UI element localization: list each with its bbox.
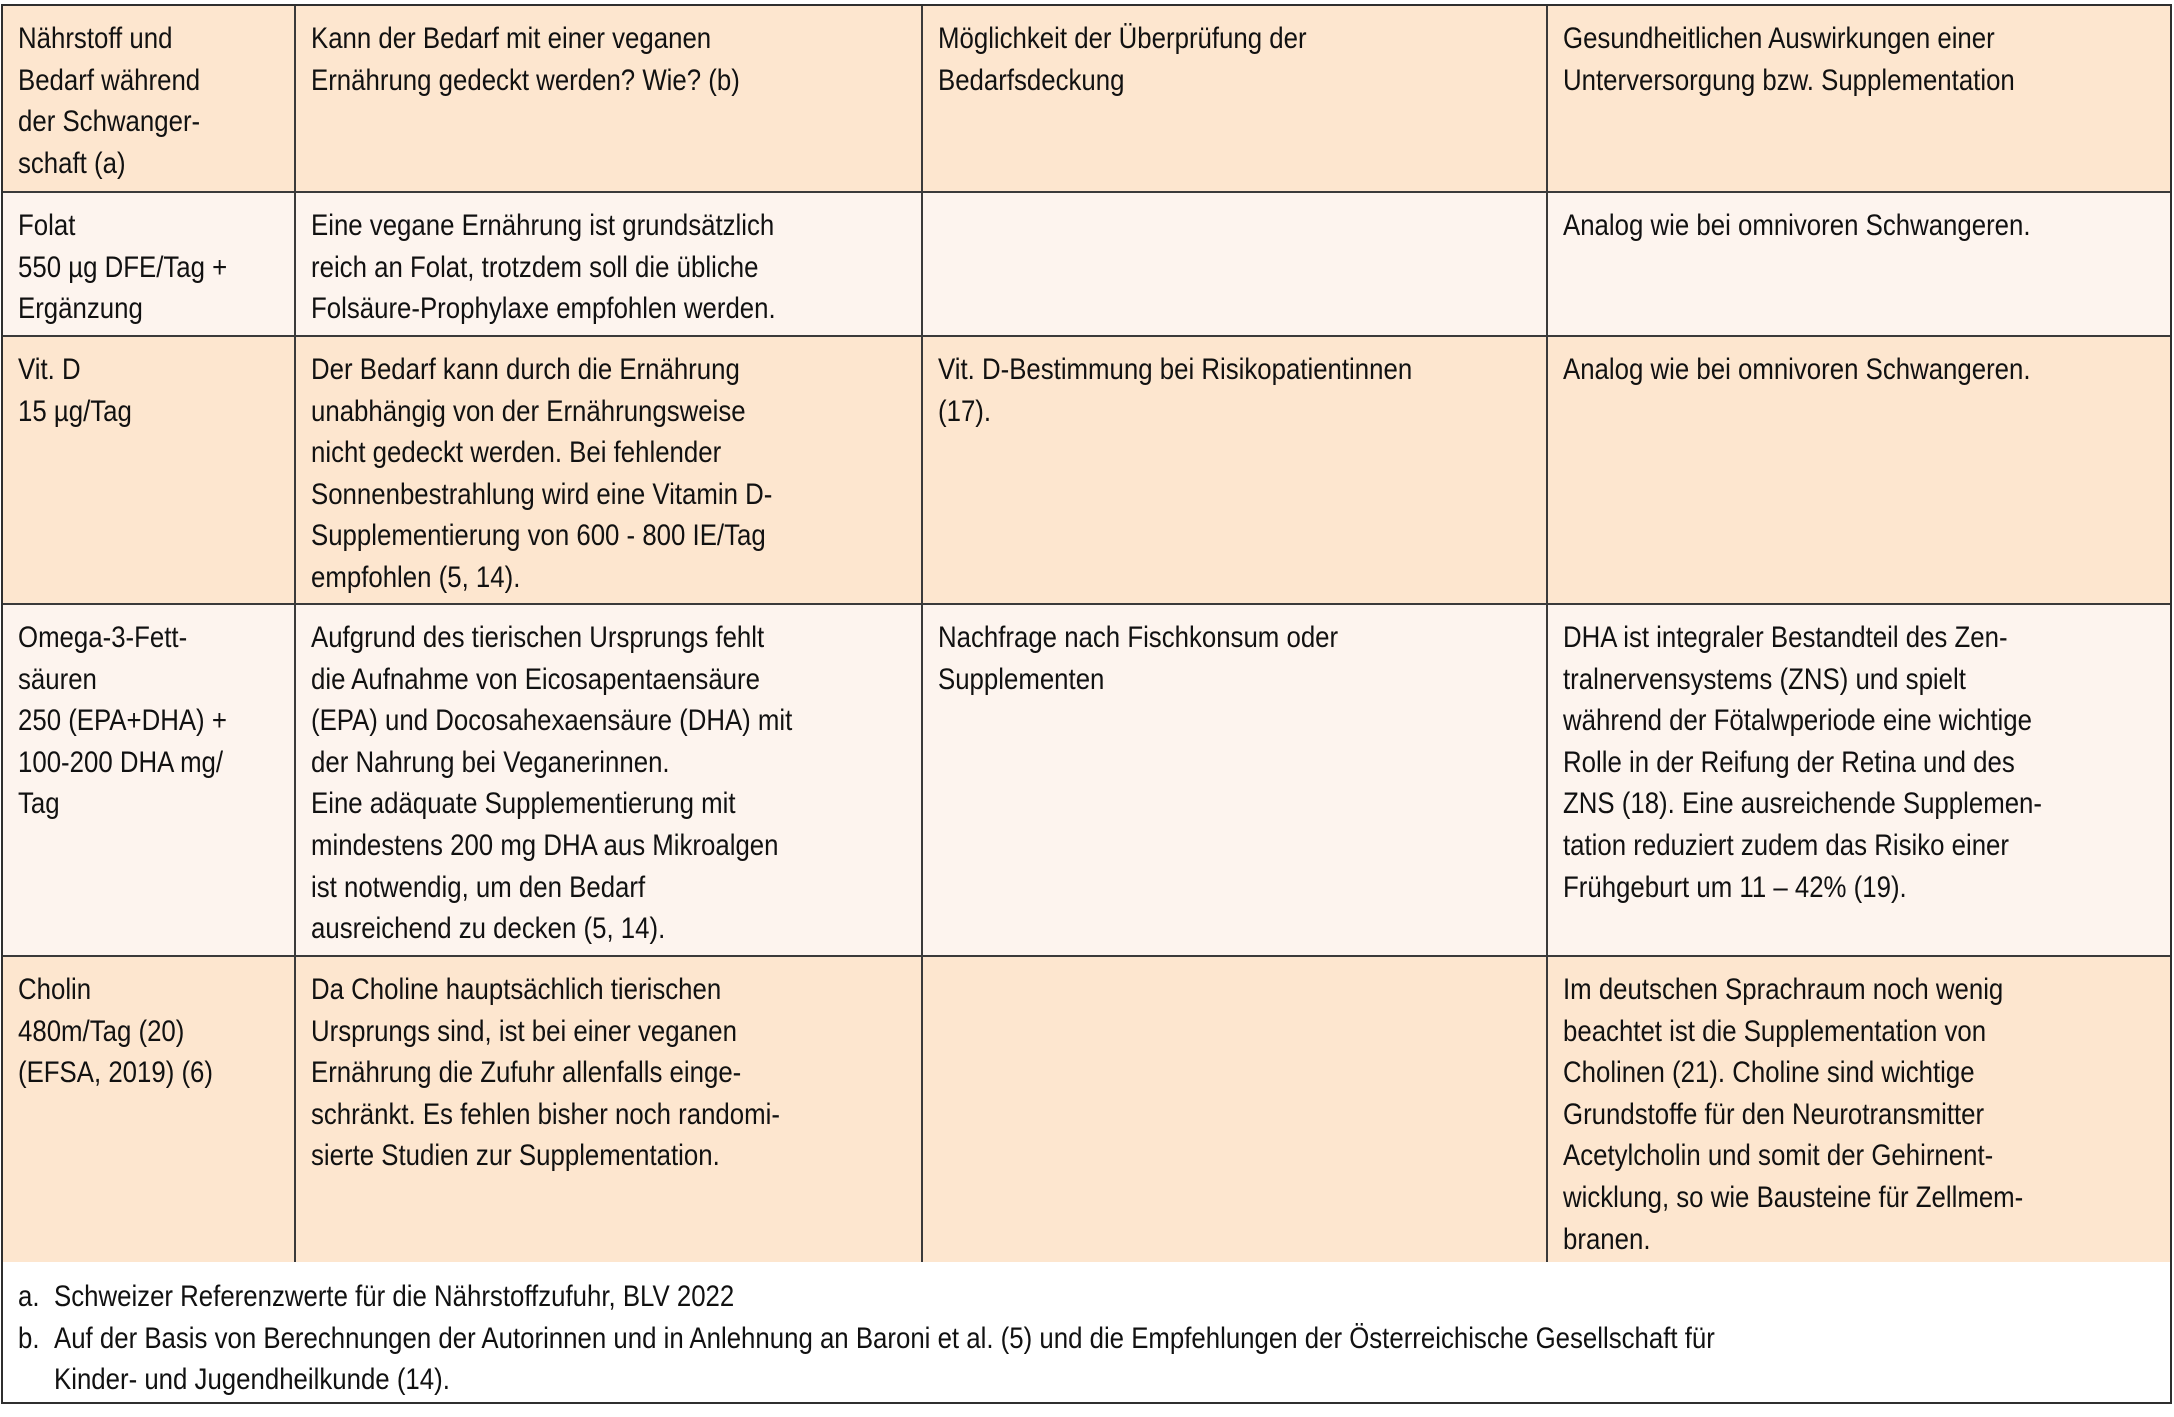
cell-text: nicht gedeckt werden. Bei fehlender	[311, 436, 722, 470]
cell-text: ausreichend zu decken (5, 14).	[311, 912, 666, 946]
cell-text: Ursprungs sind, ist bei einer veganen	[311, 1014, 737, 1048]
cell-health-effects	[1548, 337, 2170, 603]
cell-text: Tag	[18, 787, 60, 821]
footnote-a	[18, 1276, 2170, 1318]
cell-verification	[923, 193, 1548, 335]
cell-text: Analog wie bei omnivoren Schwangeren.	[1563, 353, 2031, 386]
header-cell-vegan-coverage	[296, 6, 923, 191]
footnote-text: Kinder- und Jugendheilkunde (14).	[54, 1363, 450, 1397]
table-row-cholin	[3, 957, 2170, 1264]
header-text: Unterversorgung bzw. Supplementation	[1563, 63, 2015, 97]
cell-text: Ernährung die Zufuhr allenfalls einge-	[311, 1056, 742, 1090]
cell-text: die Aufnahme von Eicosapentaensäure	[311, 662, 760, 696]
cell-text: 550 µg DFE/Tag +	[18, 250, 228, 284]
cell-verification	[923, 337, 1548, 603]
header-text: schaft (a)	[18, 146, 126, 180]
footnote-text: Schweizer Referenzwerte für die Nährstoffzufuhr, BLV 2022	[54, 1280, 735, 1313]
header-cell-health-effects	[1548, 6, 2170, 191]
table-header-row	[3, 6, 2170, 193]
footnote-marker: b.	[18, 1321, 40, 1355]
table-row-omega-3	[3, 605, 2170, 957]
cell-text: Folsäure-Prophylaxe empfohlen werden.	[311, 292, 776, 326]
cell-text: Im deutschen Sprachraum noch wenig	[1563, 973, 2004, 1006]
cell-nutrient	[3, 337, 296, 603]
footnote-marker: a.	[18, 1280, 40, 1313]
cell-text: der Nahrung bei Veganerinnen.	[311, 745, 670, 779]
footnote-b-continued	[18, 1359, 2170, 1401]
cell-text: Supplementen	[938, 662, 1105, 696]
cell-text: Der Bedarf kann durch die Ernährung	[311, 353, 740, 386]
footnote-text: Auf der Basis von Berechnungen der Autorinnen und in Anlehnung an Baroni et al. (5) und die Empfehlungen der Österreichische Gesellschaft für	[54, 1321, 1715, 1355]
table-row-vitamin-d	[3, 337, 2170, 605]
cell-text: Cholin	[18, 973, 92, 1006]
cell-text: wicklung, so wie Bausteine für Zellmem-	[1563, 1180, 2024, 1214]
cell-text: Frühgeburt um 11 – 42% (19).	[1563, 870, 1907, 904]
cell-text: säuren	[18, 662, 97, 696]
cell-vegan-coverage	[296, 193, 923, 335]
cell-text: Rolle in der Reifung der Retina und des	[1563, 745, 2015, 779]
cell-vegan-coverage	[296, 605, 923, 955]
cell-text: 250 (EPA+DHA) +	[18, 704, 227, 738]
cell-nutrient	[3, 957, 296, 1262]
cell-text: 480m/Tag (20)	[18, 1014, 185, 1048]
cell-text: Supplementierung von 600 - 800 IE/Tag	[311, 519, 766, 553]
cell-text: reich an Folat, trotzdem soll die übliche	[311, 250, 759, 284]
header-text: Möglichkeit der Überprüfung der	[938, 22, 1307, 55]
header-text: Bedarf während	[18, 63, 201, 97]
cell-text: DHA ist integraler Bestandteil des Zen-	[1563, 621, 2008, 654]
cell-text: beachtet ist die Supplementation von	[1563, 1014, 1987, 1048]
cell-text: 100-200 DHA mg/	[18, 745, 224, 779]
header-text: Kann der Bedarf mit einer veganen	[311, 22, 712, 55]
cell-text: unabhängig von der Ernährungsweise	[311, 394, 746, 428]
cell-nutrient	[3, 193, 296, 335]
cell-text: Analog wie bei omnivoren Schwangeren.	[1563, 209, 2031, 242]
cell-text: (17).	[938, 394, 992, 428]
nutrient-table	[1, 4, 2172, 1404]
header-text: der Schwanger-	[18, 105, 201, 139]
cell-verification	[923, 957, 1548, 1262]
cell-health-effects	[1548, 605, 2170, 955]
cell-text: Vit. D-Bestimmung bei Risikopatientinnen	[938, 353, 1413, 386]
cell-vegan-coverage	[296, 337, 923, 603]
cell-text: Grundstoffe für den Neurotransmitter	[1563, 1097, 1985, 1131]
header-text: Bedarfsdeckung	[938, 63, 1125, 97]
cell-text: schränkt. Es fehlen bisher noch randomi-	[311, 1097, 780, 1131]
cell-text: branen.	[1563, 1222, 1651, 1256]
table-row-folat	[3, 193, 2170, 337]
cell-text: Omega-3-Fett-	[18, 621, 188, 654]
cell-text: Eine adäquate Supplementierung mit	[311, 787, 736, 821]
cell-text: (EFSA, 2019) (6)	[18, 1056, 214, 1090]
cell-text: Aufgrund des tierischen Ursprungs fehlt	[311, 621, 765, 654]
cell-text: 15 µg/Tag	[18, 394, 132, 428]
header-cell-nutrient	[3, 6, 296, 191]
cell-text: Sonnenbestrahlung wird eine Vitamin D-	[311, 477, 773, 511]
cell-text: Da Choline hauptsächlich tierischen	[311, 973, 722, 1006]
header-cell-verification	[923, 6, 1548, 191]
header-text: Ernährung gedeckt werden? Wie? (b)	[311, 63, 740, 97]
cell-verification	[923, 605, 1548, 955]
cell-text: mindestens 200 mg DHA aus Mikroalgen	[311, 828, 779, 862]
header-text: Gesundheitlichen Auswirkungen einer	[1563, 22, 1995, 55]
cell-text: tralnervensystems (ZNS) und spielt	[1563, 662, 1966, 696]
cell-nutrient	[3, 605, 296, 955]
cell-text: empfohlen (5, 14).	[311, 560, 521, 594]
cell-text: ist notwendig, um den Bedarf	[311, 870, 646, 904]
footnote-b	[18, 1318, 2170, 1360]
footnote-indent	[18, 1359, 49, 1401]
header-text: Nährstoff und	[18, 22, 173, 55]
cell-text: Vit. D	[18, 353, 81, 386]
cell-text: Nachfrage nach Fischkonsum oder	[938, 621, 1339, 654]
cell-text: (EPA) und Docosahexaensäure (DHA) mit	[311, 704, 793, 738]
cell-text: sierte Studien zur Supplementation.	[311, 1139, 720, 1173]
table-footnotes	[3, 1262, 2170, 1402]
cell-text: während der Fötalwperiode eine wichtige	[1563, 704, 2032, 738]
cell-text: Acetylcholin und somit der Gehirnent-	[1563, 1139, 1994, 1173]
cell-text: ZNS (18). Eine ausreichende Supplemen-	[1563, 787, 2042, 821]
cell-text: Eine vegane Ernährung ist grundsätzlich	[311, 209, 775, 242]
cell-text: Folat	[18, 209, 76, 242]
cell-text: Ergänzung	[18, 292, 143, 326]
cell-health-effects	[1548, 193, 2170, 335]
cell-health-effects	[1548, 957, 2170, 1262]
cell-text: Cholinen (21). Choline sind wichtige	[1563, 1056, 1975, 1090]
cell-vegan-coverage	[296, 957, 923, 1262]
cell-text: tation reduziert zudem das Risiko einer	[1563, 828, 2009, 862]
